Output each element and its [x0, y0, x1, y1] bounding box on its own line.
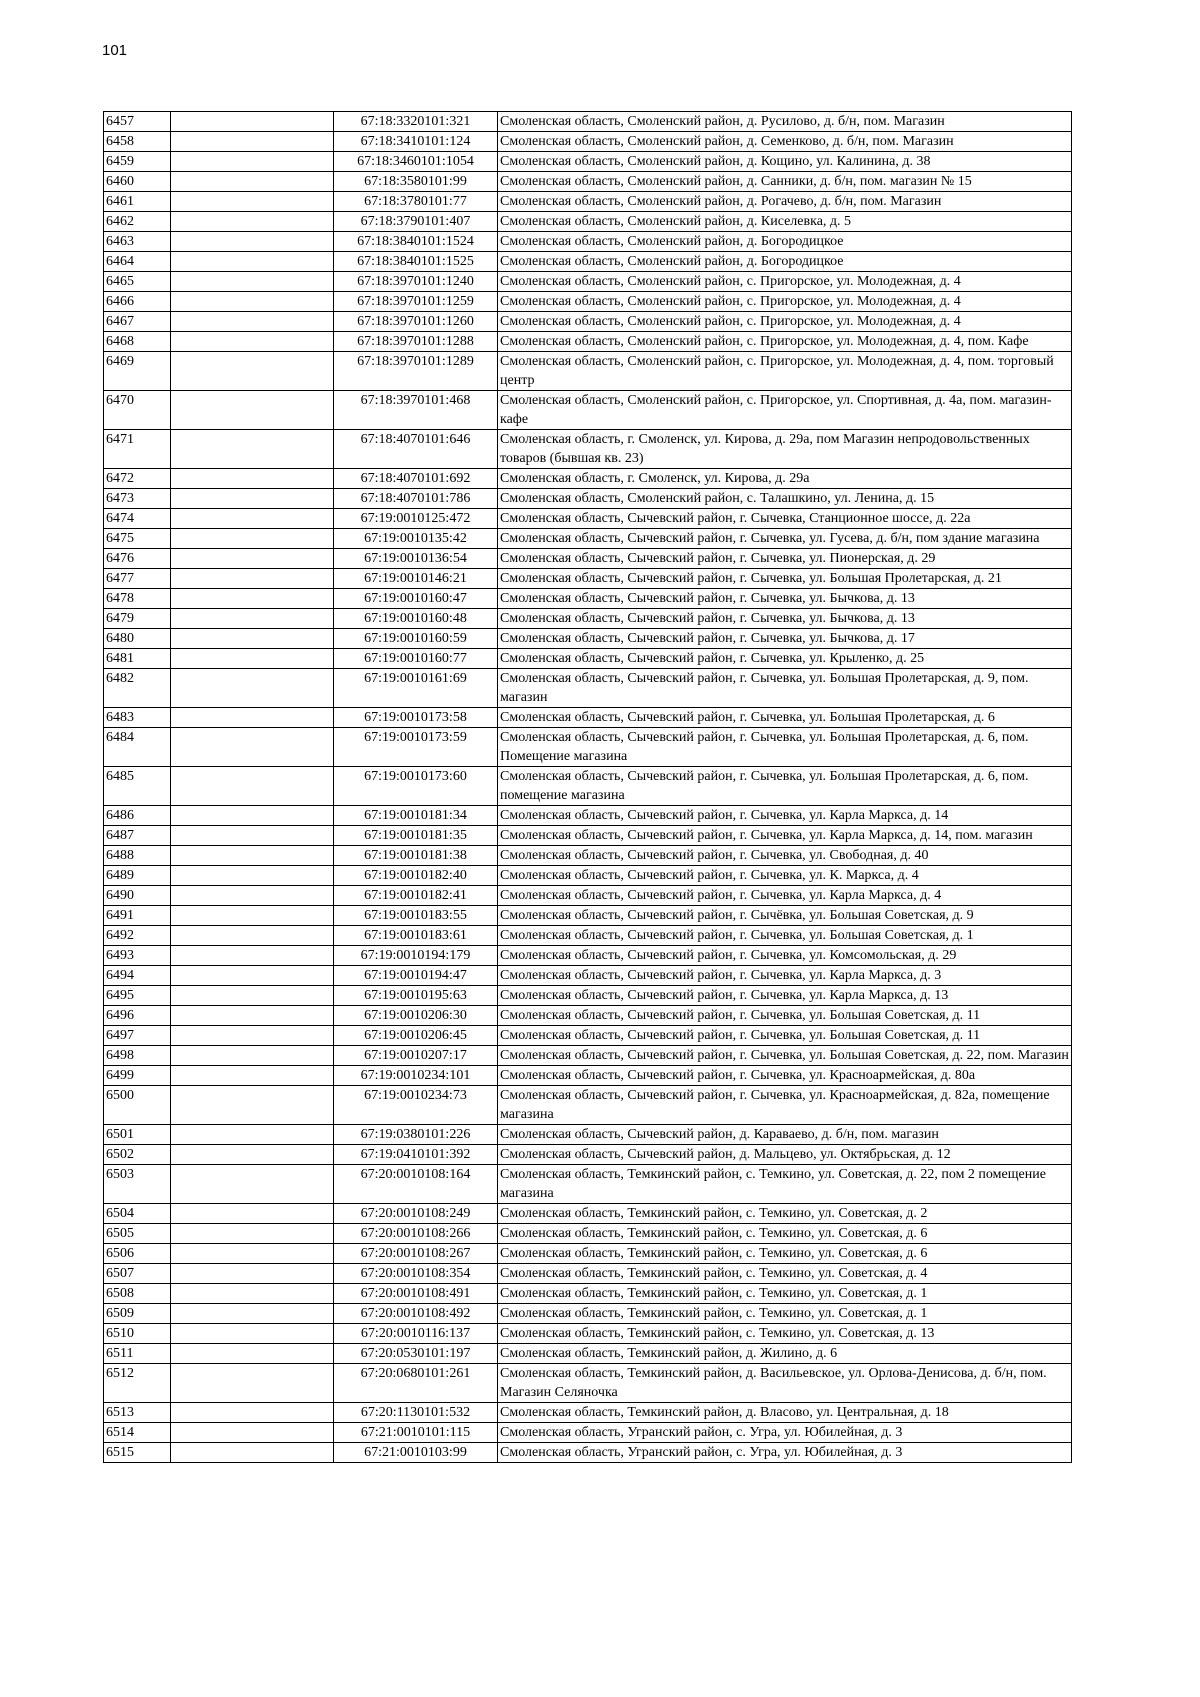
address-cell: Смоленская область, Сычевский район, г. Сычевка, ул. Большая Советская, д. 22, пом. Магазин — [498, 1046, 1072, 1066]
address-cell: Смоленская область, Сычевский район, г. Сычевка, ул. Комсомольская, д. 29 — [498, 946, 1072, 966]
cadastral-number-cell: 67:19:0010173:60 — [334, 767, 498, 806]
empty-cell — [171, 649, 334, 669]
table-row — [104, 589, 1072, 609]
table-row — [104, 112, 1072, 132]
cadastral-number-cell: 67:18:3970101:468 — [334, 391, 498, 430]
registry-table — [103, 111, 1072, 1463]
address-cell: Смоленская область, Смоленский район, с. Пригорское, ул. Спортивная, д. 4а, пом. магазин-кафе — [498, 391, 1072, 430]
table-row — [104, 252, 1072, 272]
cadastral-number-cell: 67:19:0010181:35 — [334, 826, 498, 846]
address-cell: Смоленская область, Темкинский район, с. Темкино, ул. Советская, д. 6 — [498, 1224, 1072, 1244]
empty-cell — [171, 1344, 334, 1364]
row-number-cell: 6483 — [104, 708, 171, 728]
table-row — [104, 172, 1072, 192]
row-number-cell: 6492 — [104, 926, 171, 946]
table-row — [104, 1244, 1072, 1264]
row-number-cell: 6470 — [104, 391, 171, 430]
address-cell: Смоленская область, Сычевский район, г. Сычевка, ул. Карла Маркса, д. 4 — [498, 886, 1072, 906]
address-cell: Смоленская область, Сычевский район, г. Сычевка, ул. Бычкова, д. 13 — [498, 609, 1072, 629]
empty-cell — [171, 589, 334, 609]
empty-cell — [171, 152, 334, 172]
address-cell: Смоленская область, Сычевский район, г. Сычевка, ул. Красноармейская, д. 82а, помещение магазина — [498, 1086, 1072, 1125]
address-cell: Смоленская область, Темкинский район, д. Власово, ул. Центральная, д. 18 — [498, 1403, 1072, 1423]
cadastral-number-cell: 67:18:3970101:1240 — [334, 272, 498, 292]
address-cell: Смоленская область, г. Смоленск, ул. Кирова, д. 29а, пом Магазин непродовольственных товаров (бывшая кв. 23) — [498, 430, 1072, 469]
empty-cell — [171, 708, 334, 728]
table-row — [104, 886, 1072, 906]
table-row — [104, 1006, 1072, 1026]
address-cell: Смоленская область, Смоленский район, д. Санники, д. б/н, пом. магазин № 15 — [498, 172, 1072, 192]
row-number-cell: 6502 — [104, 1145, 171, 1165]
empty-cell — [171, 1125, 334, 1145]
row-number-cell: 6467 — [104, 312, 171, 332]
address-cell: Смоленская область, Сычевский район, г. Сычевка, ул. Большая Советская, д. 11 — [498, 1006, 1072, 1026]
empty-cell — [171, 806, 334, 826]
row-number-cell: 6482 — [104, 669, 171, 708]
address-cell: Смоленская область, Сычевский район, г. Сычевка, ул. Карла Маркса, д. 3 — [498, 966, 1072, 986]
cadastral-number-cell: 67:19:0010234:73 — [334, 1086, 498, 1125]
cadastral-number-cell: 67:19:0010194:179 — [334, 946, 498, 966]
address-cell: Смоленская область, Темкинский район, д. Жилино, д. 6 — [498, 1344, 1072, 1364]
empty-cell — [171, 272, 334, 292]
address-cell: Смоленская область, Сычевский район, д. Караваево, д. б/н, пом. магазин — [498, 1125, 1072, 1145]
row-number-cell: 6460 — [104, 172, 171, 192]
cadastral-number-cell: 67:18:4070101:646 — [334, 430, 498, 469]
empty-cell — [171, 1204, 334, 1224]
row-number-cell: 6494 — [104, 966, 171, 986]
cadastral-number-cell: 67:20:0680101:261 — [334, 1364, 498, 1403]
empty-cell — [171, 1403, 334, 1423]
row-number-cell: 6465 — [104, 272, 171, 292]
table-row — [104, 806, 1072, 826]
empty-cell — [171, 569, 334, 589]
empty-cell — [171, 846, 334, 866]
table-row — [104, 352, 1072, 391]
cadastral-number-cell: 67:18:3580101:99 — [334, 172, 498, 192]
row-number-cell: 6505 — [104, 1224, 171, 1244]
cadastral-number-cell: 67:20:0010108:164 — [334, 1165, 498, 1204]
cadastral-number-cell: 67:19:0010173:59 — [334, 728, 498, 767]
empty-cell — [171, 391, 334, 430]
empty-cell — [171, 866, 334, 886]
table-row — [104, 152, 1072, 172]
address-cell: Смоленская область, Смоленский район, с. Талашкино, ул. Ленина, д. 15 — [498, 489, 1072, 509]
table-row — [104, 332, 1072, 352]
row-number-cell: 6468 — [104, 332, 171, 352]
row-number-cell: 6464 — [104, 252, 171, 272]
cadastral-number-cell: 67:19:0380101:226 — [334, 1125, 498, 1145]
address-cell: Смоленская область, Смоленский район, д. Русилово, д. б/н, пом. Магазин — [498, 112, 1072, 132]
address-cell: Смоленская область, Смоленский район, с. Пригорское, ул. Молодежная, д. 4, пом. торговый центр — [498, 352, 1072, 391]
table-row — [104, 1086, 1072, 1125]
address-cell: Смоленская область, Сычевский район, г. Сычевка, ул. Большая Пролетарская, д. 6 — [498, 708, 1072, 728]
cadastral-number-cell: 67:21:0010103:99 — [334, 1443, 498, 1463]
empty-cell — [171, 132, 334, 152]
row-number-cell: 6501 — [104, 1125, 171, 1145]
row-number-cell: 6471 — [104, 430, 171, 469]
address-cell: Смоленская область, Смоленский район, д. Богородицкое — [498, 252, 1072, 272]
empty-cell — [171, 469, 334, 489]
cadastral-number-cell: 67:19:0010183:61 — [334, 926, 498, 946]
empty-cell — [171, 609, 334, 629]
address-cell: Смоленская область, Смоленский район, д. Кощино, ул. Калинина, д. 38 — [498, 152, 1072, 172]
table-row — [104, 649, 1072, 669]
empty-cell — [171, 906, 334, 926]
empty-cell — [171, 1006, 334, 1026]
row-number-cell: 6475 — [104, 529, 171, 549]
row-number-cell: 6497 — [104, 1026, 171, 1046]
row-number-cell: 6484 — [104, 728, 171, 767]
row-number-cell: 6503 — [104, 1165, 171, 1204]
empty-cell — [171, 1423, 334, 1443]
empty-cell — [171, 1165, 334, 1204]
cadastral-number-cell: 67:19:0010234:101 — [334, 1066, 498, 1086]
table-row — [104, 1125, 1072, 1145]
empty-cell — [171, 252, 334, 272]
address-cell: Смоленская область, Темкинский район, с. Темкино, ул. Советская, д. 13 — [498, 1324, 1072, 1344]
address-cell: Смоленская область, Сычевский район, г. Сычевка, ул. Бычкова, д. 17 — [498, 629, 1072, 649]
empty-cell — [171, 1046, 334, 1066]
address-cell: Смоленская область, Сычевский район, г. Сычевка, ул. Крыленко, д. 25 — [498, 649, 1072, 669]
empty-cell — [171, 1264, 334, 1284]
table-row — [104, 986, 1072, 1006]
empty-cell — [171, 352, 334, 391]
cadastral-number-cell: 67:19:0010160:47 — [334, 589, 498, 609]
table-row — [104, 1304, 1072, 1324]
table-row — [104, 391, 1072, 430]
row-number-cell: 6506 — [104, 1244, 171, 1264]
address-cell: Смоленская область, Смоленский район, д. Рогачево, д. б/н, пом. Магазин — [498, 192, 1072, 212]
address-cell: Смоленская область, Сычевский район, г. Сычевка, ул. Карла Маркса, д. 13 — [498, 986, 1072, 1006]
address-cell: Смоленская область, Смоленский район, д. Богородицкое — [498, 232, 1072, 252]
cadastral-number-cell: 67:19:0010173:58 — [334, 708, 498, 728]
empty-cell — [171, 986, 334, 1006]
row-number-cell: 6514 — [104, 1423, 171, 1443]
table-row — [104, 509, 1072, 529]
cadastral-number-cell: 67:20:0010108:249 — [334, 1204, 498, 1224]
empty-cell — [171, 926, 334, 946]
cadastral-number-cell: 67:20:0530101:197 — [334, 1344, 498, 1364]
address-cell: Смоленская область, Сычевский район, г. Сычевка, ул. Большая Пролетарская, д. 6, пом. Помещение магазина — [498, 728, 1072, 767]
table-row — [104, 212, 1072, 232]
row-number-cell: 6504 — [104, 1204, 171, 1224]
row-number-cell: 6488 — [104, 846, 171, 866]
address-cell: Смоленская область, Сычевский район, г. Сычевка, ул. Карла Маркса, д. 14, пом. магазин — [498, 826, 1072, 846]
row-number-cell: 6489 — [104, 866, 171, 886]
address-cell: Смоленская область, Темкинский район, д. Васильевское, ул. Орлова-Денисова, д. б/н, пом. Магазин Селяночка — [498, 1364, 1072, 1403]
table-row — [104, 529, 1072, 549]
address-cell: Смоленская область, Смоленский район, с. Пригорское, ул. Молодежная, д. 4 — [498, 292, 1072, 312]
cadastral-number-cell: 67:19:0010181:34 — [334, 806, 498, 826]
row-number-cell: 6472 — [104, 469, 171, 489]
cadastral-number-cell: 67:18:3790101:407 — [334, 212, 498, 232]
table-row — [104, 1423, 1072, 1443]
cadastral-number-cell: 67:19:0010206:45 — [334, 1026, 498, 1046]
address-cell: Смоленская область, Смоленский район, д. Семенково, д. б/н, пом. Магазин — [498, 132, 1072, 152]
row-number-cell: 6476 — [104, 549, 171, 569]
address-cell: Смоленская область, Сычевский район, г. Сычевка, ул. Красноармейская, д. 80а — [498, 1066, 1072, 1086]
cadastral-number-cell: 67:19:0010195:63 — [334, 986, 498, 1006]
address-cell: Смоленская область, Темкинский район, с. Темкино, ул. Советская, д. 1 — [498, 1284, 1072, 1304]
table-row — [104, 569, 1072, 589]
cadastral-number-cell: 67:20:0010108:266 — [334, 1224, 498, 1244]
row-number-cell: 6511 — [104, 1344, 171, 1364]
cadastral-number-cell: 67:18:4070101:786 — [334, 489, 498, 509]
row-number-cell: 6459 — [104, 152, 171, 172]
row-number-cell: 6458 — [104, 132, 171, 152]
empty-cell — [171, 886, 334, 906]
cadastral-number-cell: 67:20:0010108:267 — [334, 1244, 498, 1264]
empty-cell — [171, 767, 334, 806]
cadastral-number-cell: 67:19:0010206:30 — [334, 1006, 498, 1026]
row-number-cell: 6508 — [104, 1284, 171, 1304]
cadastral-number-cell: 67:19:0410101:392 — [334, 1145, 498, 1165]
cadastral-number-cell: 67:19:0010207:17 — [334, 1046, 498, 1066]
row-number-cell: 6507 — [104, 1264, 171, 1284]
row-number-cell: 6500 — [104, 1086, 171, 1125]
empty-cell — [171, 1244, 334, 1264]
cadastral-number-cell: 67:19:0010135:42 — [334, 529, 498, 549]
cadastral-number-cell: 67:18:3970101:1289 — [334, 352, 498, 391]
address-cell: Смоленская область, Сычевский район, г. Сычевка, ул. Свободная, д. 40 — [498, 846, 1072, 866]
row-number-cell: 6478 — [104, 589, 171, 609]
address-cell: Смоленская область, Темкинский район, с. Темкино, ул. Советская, д. 1 — [498, 1304, 1072, 1324]
cadastral-number-cell: 67:19:0010161:69 — [334, 669, 498, 708]
empty-cell — [171, 212, 334, 232]
table-row — [104, 132, 1072, 152]
empty-cell — [171, 489, 334, 509]
cadastral-number-cell: 67:18:3840101:1525 — [334, 252, 498, 272]
cadastral-number-cell: 67:18:3410101:124 — [334, 132, 498, 152]
cadastral-number-cell: 67:19:0010183:55 — [334, 906, 498, 926]
row-number-cell: 6473 — [104, 489, 171, 509]
table-row — [104, 728, 1072, 767]
table-row — [104, 1165, 1072, 1204]
table-row — [104, 906, 1072, 926]
row-number-cell: 6499 — [104, 1066, 171, 1086]
empty-cell — [171, 1304, 334, 1324]
table-row — [104, 1046, 1072, 1066]
cadastral-number-cell: 67:19:0010125:472 — [334, 509, 498, 529]
empty-cell — [171, 292, 334, 312]
row-number-cell: 6487 — [104, 826, 171, 846]
table-row — [104, 846, 1072, 866]
row-number-cell: 6495 — [104, 986, 171, 1006]
empty-cell — [171, 192, 334, 212]
empty-cell — [171, 966, 334, 986]
cadastral-number-cell: 67:18:3460101:1054 — [334, 152, 498, 172]
row-number-cell: 6490 — [104, 886, 171, 906]
cadastral-number-cell: 67:18:3970101:1260 — [334, 312, 498, 332]
empty-cell — [171, 1284, 334, 1304]
cadastral-number-cell: 67:19:0010160:48 — [334, 609, 498, 629]
empty-cell — [171, 332, 334, 352]
table-row — [104, 609, 1072, 629]
address-cell: Смоленская область, Угранский район, с. Угра, ул. Юбилейная, д. 3 — [498, 1443, 1072, 1463]
table-row — [104, 866, 1072, 886]
table-row — [104, 629, 1072, 649]
table-row — [104, 1364, 1072, 1403]
empty-cell — [171, 529, 334, 549]
cadastral-number-cell: 67:20:0010108:492 — [334, 1304, 498, 1324]
table-row — [104, 292, 1072, 312]
table-row — [104, 708, 1072, 728]
empty-cell — [171, 112, 334, 132]
table-row — [104, 1324, 1072, 1344]
empty-cell — [171, 946, 334, 966]
table-row — [104, 946, 1072, 966]
table-row — [104, 1224, 1072, 1244]
row-number-cell: 6474 — [104, 509, 171, 529]
table-row — [104, 1443, 1072, 1463]
cadastral-number-cell: 67:19:0010136:54 — [334, 549, 498, 569]
row-number-cell: 6486 — [104, 806, 171, 826]
cadastral-number-cell: 67:18:3320101:321 — [334, 112, 498, 132]
table-row — [104, 1145, 1072, 1165]
table-row — [104, 1284, 1072, 1304]
row-number-cell: 6485 — [104, 767, 171, 806]
row-number-cell: 6498 — [104, 1046, 171, 1066]
table-row — [104, 926, 1072, 946]
address-cell: Смоленская область, Темкинский район, с. Темкино, ул. Советская, д. 2 — [498, 1204, 1072, 1224]
address-cell: Смоленская область, Смоленский район, с. Пригорское, ул. Молодежная, д. 4 — [498, 312, 1072, 332]
row-number-cell: 6493 — [104, 946, 171, 966]
empty-cell — [171, 669, 334, 708]
cadastral-number-cell: 67:19:0010194:47 — [334, 966, 498, 986]
table-row — [104, 826, 1072, 846]
address-cell: Смоленская область, Сычевский район, г. Сычевка, ул. Гусева, д. б/н, пом здание магазина — [498, 529, 1072, 549]
address-cell: Смоленская область, Сычевский район, г. Сычевка, ул. Карла Маркса, д. 14 — [498, 806, 1072, 826]
table-row — [104, 232, 1072, 252]
cadastral-number-cell: 67:19:0010160:77 — [334, 649, 498, 669]
table-row — [104, 966, 1072, 986]
cadastral-number-cell: 67:20:0010116:137 — [334, 1324, 498, 1344]
table-row — [104, 669, 1072, 708]
row-number-cell: 6509 — [104, 1304, 171, 1324]
address-cell: Смоленская область, Сычевский район, г. Сычевка, ул. Большая Пролетарская, д. 9, пом. магазин — [498, 669, 1072, 708]
row-number-cell: 6513 — [104, 1403, 171, 1423]
address-cell: Смоленская область, Сычевский район, д. Мальцево, ул. Октябрьская, д. 12 — [498, 1145, 1072, 1165]
address-cell: Смоленская область, Смоленский район, с. Пригорское, ул. Молодежная, д. 4 — [498, 272, 1072, 292]
row-number-cell: 6496 — [104, 1006, 171, 1026]
address-cell: Смоленская область, Темкинский район, с. Темкино, ул. Советская, д. 22, пом 2 помещение магазина — [498, 1165, 1072, 1204]
address-cell: Смоленская область, Сычевский район, г. Сычевка, Станционное шоссе, д. 22а — [498, 509, 1072, 529]
cadastral-number-cell: 67:20:0010108:354 — [334, 1264, 498, 1284]
row-number-cell: 6461 — [104, 192, 171, 212]
cadastral-number-cell: 67:21:0010101:115 — [334, 1423, 498, 1443]
table-row — [104, 1264, 1072, 1284]
empty-cell — [171, 232, 334, 252]
table-row — [104, 430, 1072, 469]
address-cell: Смоленская область, Смоленский район, с. Пригорское, ул. Молодежная, д. 4, пом. Кафе — [498, 332, 1072, 352]
empty-cell — [171, 1443, 334, 1463]
table-row — [104, 489, 1072, 509]
table-row — [104, 1026, 1072, 1046]
cadastral-number-cell: 67:19:0010146:21 — [334, 569, 498, 589]
cadastral-number-cell: 67:19:0010182:41 — [334, 886, 498, 906]
page-number: 101 — [102, 42, 128, 59]
address-cell: Смоленская область, Сычевский район, г. Сычевка, ул. Большая Советская, д. 1 — [498, 926, 1072, 946]
address-cell: Смоленская область, Сычевский район, г. Сычевка, ул. Бычкова, д. 13 — [498, 589, 1072, 609]
address-cell: Смоленская область, Смоленский район, д. Киселевка, д. 5 — [498, 212, 1072, 232]
table-row — [104, 1204, 1072, 1224]
address-cell: Смоленская область, Сычевский район, г. Сычевка, ул. Пионерская, д. 29 — [498, 549, 1072, 569]
address-cell: Смоленская область, Сычевский район, г. Сычевка, ул. Большая Пролетарская, д. 21 — [498, 569, 1072, 589]
empty-cell — [171, 172, 334, 192]
cadastral-number-cell: 67:18:3970101:1259 — [334, 292, 498, 312]
row-number-cell: 6481 — [104, 649, 171, 669]
cadastral-number-cell: 67:19:0010181:38 — [334, 846, 498, 866]
table-row — [104, 469, 1072, 489]
cadastral-number-cell: 67:18:3780101:77 — [334, 192, 498, 212]
row-number-cell: 6510 — [104, 1324, 171, 1344]
empty-cell — [171, 312, 334, 332]
address-cell: Смоленская область, г. Смоленск, ул. Кирова, д. 29а — [498, 469, 1072, 489]
row-number-cell: 6479 — [104, 609, 171, 629]
cadastral-number-cell: 67:20:1130101:532 — [334, 1403, 498, 1423]
cadastral-number-cell: 67:18:3970101:1288 — [334, 332, 498, 352]
address-cell: Смоленская область, Сычевский район, г. Сычевка, ул. Большая Советская, д. 11 — [498, 1026, 1072, 1046]
row-number-cell: 6462 — [104, 212, 171, 232]
empty-cell — [171, 509, 334, 529]
table-row — [104, 1066, 1072, 1086]
address-cell: Смоленская область, Сычевский район, г. Сычевка, ул. Большая Пролетарская, д. 6, пом. помещение магазина — [498, 767, 1072, 806]
row-number-cell: 6480 — [104, 629, 171, 649]
cadastral-number-cell: 67:19:0010182:40 — [334, 866, 498, 886]
empty-cell — [171, 1086, 334, 1125]
row-number-cell: 6469 — [104, 352, 171, 391]
address-cell: Смоленская область, Угранский район, с. Угра, ул. Юбилейная, д. 3 — [498, 1423, 1072, 1443]
empty-cell — [171, 1066, 334, 1086]
cadastral-number-cell: 67:18:4070101:692 — [334, 469, 498, 489]
empty-cell — [171, 1145, 334, 1165]
address-cell: Смоленская область, Темкинский район, с. Темкино, ул. Советская, д. 6 — [498, 1244, 1072, 1264]
address-cell: Смоленская область, Темкинский район, с. Темкино, ул. Советская, д. 4 — [498, 1264, 1072, 1284]
table-row — [104, 549, 1072, 569]
empty-cell — [171, 430, 334, 469]
cadastral-number-cell: 67:20:0010108:491 — [334, 1284, 498, 1304]
empty-cell — [171, 549, 334, 569]
row-number-cell: 6515 — [104, 1443, 171, 1463]
address-cell: Смоленская область, Сычевский район, г. Сычёвка, ул. Большая Советская, д. 9 — [498, 906, 1072, 926]
row-number-cell: 6477 — [104, 569, 171, 589]
table-row — [104, 192, 1072, 212]
row-number-cell: 6491 — [104, 906, 171, 926]
table-row — [104, 312, 1072, 332]
empty-cell — [171, 1364, 334, 1403]
table-row — [104, 272, 1072, 292]
empty-cell — [171, 1026, 334, 1046]
row-number-cell: 6466 — [104, 292, 171, 312]
cadastral-number-cell: 67:19:0010160:59 — [334, 629, 498, 649]
empty-cell — [171, 728, 334, 767]
row-number-cell: 6512 — [104, 1364, 171, 1403]
table-row — [104, 1344, 1072, 1364]
table-row — [104, 1403, 1072, 1423]
empty-cell — [171, 1224, 334, 1244]
address-cell: Смоленская область, Сычевский район, г. Сычевка, ул. К. Маркса, д. 4 — [498, 866, 1072, 886]
empty-cell — [171, 826, 334, 846]
table-row — [104, 767, 1072, 806]
registry-table-body — [104, 112, 1072, 1463]
cadastral-number-cell: 67:18:3840101:1524 — [334, 232, 498, 252]
row-number-cell: 6463 — [104, 232, 171, 252]
empty-cell — [171, 1324, 334, 1344]
empty-cell — [171, 629, 334, 649]
row-number-cell: 6457 — [104, 112, 171, 132]
